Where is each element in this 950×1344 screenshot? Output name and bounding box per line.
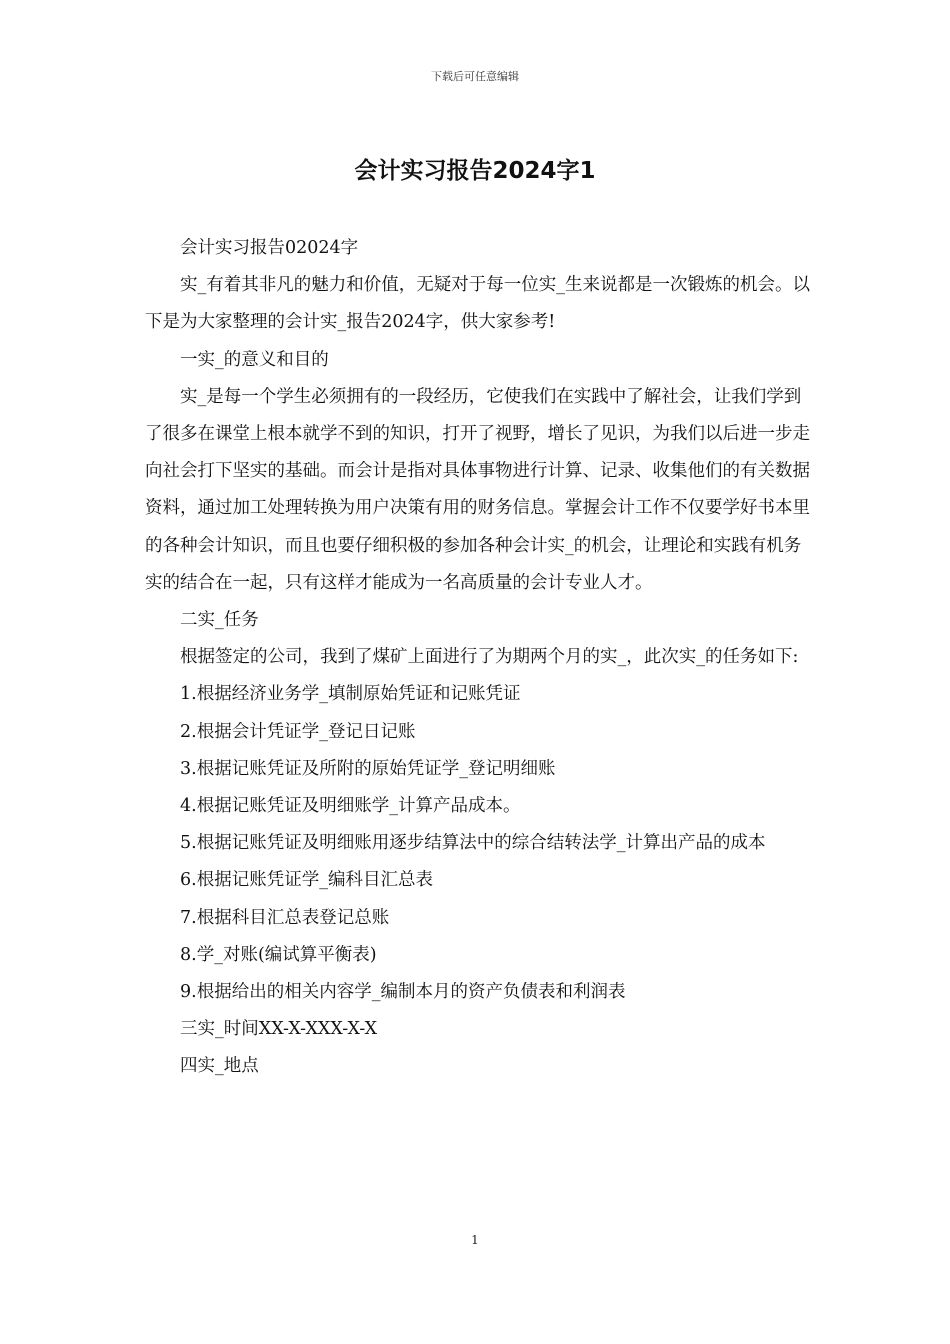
section-heading-location: 四实_地点 xyxy=(180,1056,259,1077)
paragraph-tasks-intro: 根据签定的公司，我到了煤矿上面进行了为期两个月的实_，此次实_的任务如下: xyxy=(180,647,799,668)
task-item: 1.根据经济业务学_填制原始凭证和记账凭证 xyxy=(180,684,521,705)
page-number: 1 xyxy=(471,1233,479,1247)
document-title: 会计实习报告2024字1 xyxy=(354,158,596,184)
document-body xyxy=(145,230,810,1086)
task-item: 2.根据会计凭证学_登记日记账 xyxy=(180,721,416,742)
task-item: 5.根据记账凭证及明细账用逐步结算法中的综合结转法学_计算出产品的成本 xyxy=(180,833,766,854)
task-item: 8.学_对账(编试算平衡表) xyxy=(180,944,377,965)
paragraph-intro: 实_有着其非凡的魅力和价值，无疑对于每一位实_生来说都是一次锻炼的机会。以下是为大家整理的会计实_报告2024字，供大家参考! xyxy=(145,275,810,333)
section-heading-time: 三实_时间XX-X-XXX-X-X xyxy=(180,1019,378,1040)
task-item: 6.根据记账凭证学_编科目汇总表 xyxy=(180,870,433,891)
task-item: 4.根据记账凭证及明细账学_计算产品成本。 xyxy=(180,796,521,817)
task-item: 9.根据给出的相关内容学_编制本月的资产负债表和利润表 xyxy=(180,982,626,1003)
task-item: 3.根据记账凭证及所附的原始凭证学_登记明细账 xyxy=(180,758,556,779)
paragraph-subtitle: 会计实习报告02024字 xyxy=(180,238,359,258)
paragraph-purpose: 实_是每一个学生必须拥有的一段经历，它使我们在实践中了解社会，让我们学到了很多在课堂上根本就学不到的知识，打开了视野，增长了见识，为我们以后进一步走向社会打下坚实的基础。而会计是指对具体事物进行计算、记录、收集他们的有关数据资料，通过加工处理转换为用户决策有用的财务信息。掌握会计工作不仅要学好书本里的各种会计知识，而且也要仔细积极的参加各种会计实_的机会，让理论和实践有机务实的结合在一起，只有这样才能成为一名高质量的会计专业人才。 xyxy=(145,386,810,593)
header-note: 下载后可任意编辑 xyxy=(431,70,519,83)
section-heading-purpose: 一实_的意义和目的 xyxy=(180,349,329,370)
section-heading-tasks: 二实_任务 xyxy=(180,610,259,631)
task-item: 7.根据科目汇总表登记总账 xyxy=(180,907,390,928)
